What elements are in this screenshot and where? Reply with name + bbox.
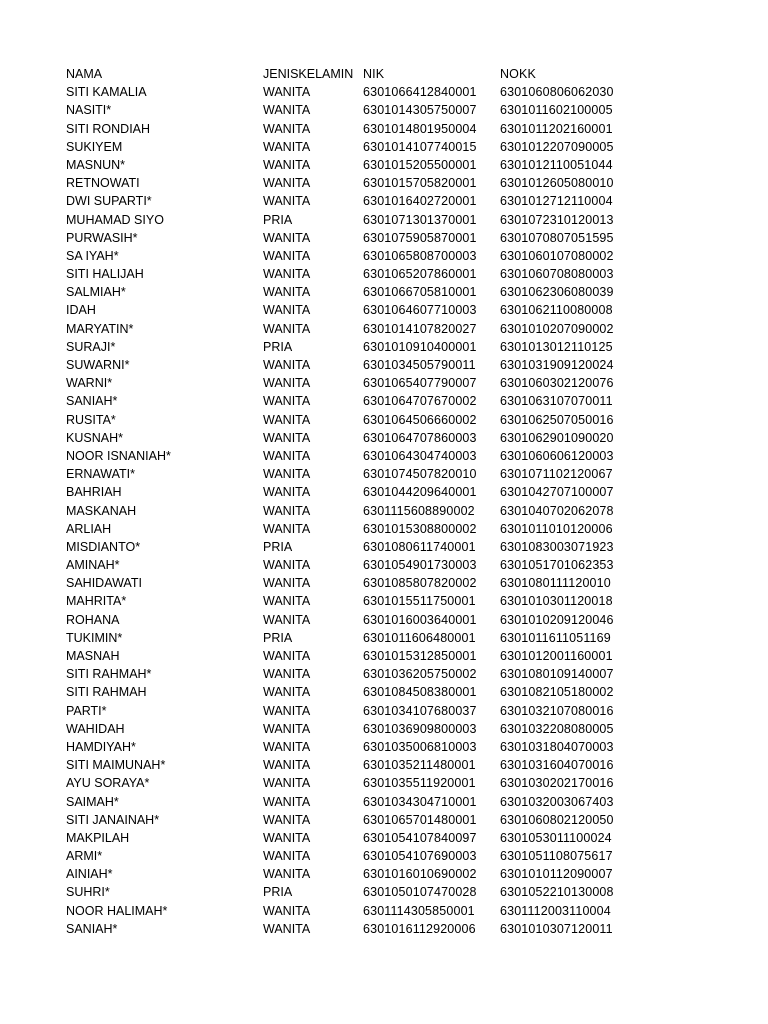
cell-nama: SITI RAHMAH*: [66, 667, 152, 682]
cell-nama: SITI HALIJAH: [66, 267, 144, 282]
cell-nama: SAHIDAWATI: [66, 576, 142, 591]
cell-jeniskelamin: WANITA: [263, 139, 311, 154]
table-body: [66, 83, 706, 938]
cell-nik: 6301015511750001: [363, 594, 476, 609]
cell-nama: WAHIDAH: [66, 721, 125, 736]
cell-nokk: 6301060606120003: [500, 448, 614, 463]
cell-jeniskelamin: PRIA: [263, 339, 293, 354]
cell-nik: 6301014107740015: [363, 139, 477, 154]
cell-nik: 6301114305850001: [363, 903, 475, 918]
cell-nama: HAMDIYAH*: [66, 739, 136, 754]
cell-nokk: 6301062306080039: [500, 285, 614, 300]
table-row: [66, 883, 706, 901]
table-row: [66, 574, 706, 592]
cell-nama: AMINAH*: [66, 558, 120, 573]
cell-nik: 6301016003640001: [363, 612, 477, 627]
cell-jeniskelamin: WANITA: [263, 85, 311, 100]
cell-nokk: 6301010207090002: [500, 321, 614, 336]
cell-jeniskelamin: WANITA: [263, 794, 311, 809]
cell-nama: AYU SORAYA*: [66, 776, 150, 791]
cell-nokk: 6301053011100024: [500, 830, 612, 845]
table-row: [66, 538, 706, 556]
table-row: [66, 902, 706, 920]
cell-nokk: 6301012207090005: [500, 139, 614, 154]
header-row: [66, 65, 706, 83]
cell-nokk: 6301072310120013: [500, 212, 614, 227]
cell-jeniskelamin: WANITA: [263, 685, 311, 700]
table-row: [66, 847, 706, 865]
cell-nik: 6301064707670002: [363, 394, 477, 409]
cell-nik: 6301035211480001: [363, 758, 476, 773]
cell-jeniskelamin: WANITA: [263, 594, 311, 609]
cell-nokk: 6301031604070016: [500, 758, 614, 773]
cell-nama: MASNUN*: [66, 157, 126, 172]
cell-jeniskelamin: WANITA: [263, 176, 311, 191]
table-row: [66, 374, 706, 392]
cell-nokk: 6301060708080003: [500, 267, 614, 282]
cell-nik: 6301075905870001: [363, 230, 477, 245]
table-row: [66, 283, 706, 301]
header-nokk: NOKK: [500, 67, 537, 81]
table-row: [66, 429, 706, 447]
cell-jeniskelamin: WANITA: [263, 612, 311, 627]
table-row: [66, 265, 706, 283]
cell-nik: 6301066705810001: [363, 285, 477, 300]
cell-nama: PURWASIH*: [66, 230, 138, 245]
cell-nik: 6301064607710003: [363, 303, 477, 318]
cell-nik: 6301054901730003: [363, 558, 477, 573]
cell-nama: ARLIAH: [66, 521, 112, 536]
cell-nik: 6301034505790011: [363, 358, 476, 372]
cell-nokk: 6301080109140007: [500, 667, 614, 682]
table-row: [66, 774, 706, 792]
table-row: [66, 392, 706, 410]
cell-nik: 6301034304710001: [363, 794, 477, 809]
cell-nik: 6301014107820027: [363, 321, 477, 336]
cell-nik: 6301015308800002: [363, 521, 477, 536]
cell-nama: MASKANAH: [66, 503, 137, 518]
cell-jeniskelamin: WANITA: [263, 776, 311, 791]
cell-nik: 6301015312850001: [363, 649, 477, 663]
cell-jeniskelamin: WANITA: [263, 812, 311, 827]
cell-nokk: 6301012712110004: [500, 194, 613, 209]
cell-nik: 6301065407790007: [363, 376, 477, 391]
cell-nik: 6301065207860001: [363, 267, 477, 282]
table-row: [66, 211, 706, 229]
table-row: [66, 465, 706, 483]
table-row: [66, 683, 706, 701]
table-row: [66, 174, 706, 192]
cell-nik: 6301085807820002: [363, 576, 477, 591]
cell-nokk: 6301062507050016: [500, 412, 614, 427]
cell-nama: ARMI*: [66, 849, 103, 864]
cell-nama: SUKIYEM: [66, 139, 123, 154]
cell-nik: 6301015705820001: [363, 176, 477, 191]
table-row: [66, 338, 706, 356]
cell-nokk: 6301012110051044: [500, 157, 613, 172]
table-row: [66, 301, 706, 319]
table-row: [66, 720, 706, 738]
cell-nama: SUHRI*: [66, 885, 110, 900]
cell-nik: 6301015205500001: [363, 157, 477, 172]
cell-jeniskelamin: WANITA: [263, 521, 311, 536]
cell-jeniskelamin: WANITA: [263, 267, 311, 282]
cell-nama: SITI MAIMUNAH*: [66, 758, 166, 773]
table-row: [66, 101, 706, 119]
cell-nama: WARNI*: [66, 376, 113, 391]
cell-nokk: 6301080111120010: [500, 576, 611, 591]
cell-nokk: 6301082105180002: [500, 685, 614, 700]
cell-nama: RUSITA*: [66, 412, 116, 427]
cell-nokk: 6301052210130008: [500, 885, 614, 900]
cell-nokk: 6301071102120067: [500, 467, 613, 482]
cell-jeniskelamin: WANITA: [263, 576, 311, 591]
cell-nik: 6301016402720001: [363, 194, 477, 209]
cell-jeniskelamin: WANITA: [263, 376, 311, 391]
cell-nik: 6301036909800003: [363, 721, 477, 736]
table-row: [66, 592, 706, 610]
cell-nama: SURAJI*: [66, 339, 116, 354]
cell-jeniskelamin: WANITA: [263, 194, 311, 209]
cell-nama: NOOR HALIMAH*: [66, 903, 168, 918]
table-row: [66, 502, 706, 520]
cell-nama: ROHANA: [66, 612, 120, 627]
cell-jeniskelamin: WANITA: [263, 303, 311, 318]
table-row: [66, 793, 706, 811]
cell-nama: MAKPILAH: [66, 830, 130, 845]
cell-nama: SUWARNI*: [66, 358, 130, 372]
table-row: [66, 483, 706, 501]
cell-nik: 6301010910400001: [363, 339, 477, 354]
table-row: [66, 556, 706, 574]
cell-nokk: 6301012605080010: [500, 176, 614, 191]
cell-jeniskelamin: WANITA: [263, 558, 311, 573]
table-row: [66, 520, 706, 538]
cell-nik: 6301064707860003: [363, 430, 477, 445]
header-nik: NIK: [363, 67, 385, 81]
cell-nama: SITI RONDIAH: [66, 121, 151, 136]
data-table: [66, 65, 706, 938]
cell-nokk: 6301083003071923: [500, 539, 614, 554]
cell-jeniskelamin: WANITA: [263, 739, 311, 754]
cell-nokk: 6301013012110125: [500, 339, 613, 354]
cell-nik: 6301014305750007: [363, 103, 477, 118]
cell-nokk: 6301011611051169: [500, 630, 611, 645]
cell-nokk: 6301040702062078: [500, 503, 614, 518]
table-row: [66, 320, 706, 338]
table-row: [66, 920, 706, 938]
cell-nama: MAHRITA*: [66, 594, 127, 609]
cell-jeniskelamin: WANITA: [263, 285, 311, 300]
cell-jeniskelamin: PRIA: [263, 539, 293, 554]
table-row: [66, 138, 706, 156]
cell-nama: IDAH: [66, 303, 96, 318]
cell-jeniskelamin: WANITA: [263, 103, 311, 118]
cell-nik: 6301035511920001: [363, 776, 476, 791]
cell-nama: SITI JANAINAH*: [66, 812, 160, 827]
table-row: [66, 83, 706, 101]
cell-nama: NASITI*: [66, 103, 112, 118]
cell-jeniskelamin: WANITA: [263, 448, 311, 463]
cell-jeniskelamin: WANITA: [263, 830, 311, 845]
cell-nama: SITI RAHMAH: [66, 685, 147, 700]
cell-nik: 6301065808700003: [363, 248, 477, 263]
cell-jeniskelamin: WANITA: [263, 667, 311, 682]
cell-nokk: 6301032107080016: [500, 703, 614, 718]
cell-jeniskelamin: WANITA: [263, 248, 311, 263]
table-row: [66, 702, 706, 720]
cell-jeniskelamin: WANITA: [263, 485, 311, 500]
cell-nama: MISDIANTO*: [66, 539, 141, 554]
cell-nik: 6301036205750002: [363, 667, 477, 682]
cell-nama: MUHAMAD SIYO: [66, 212, 164, 227]
cell-nokk: 6301060802120050: [500, 812, 614, 827]
cell-nik: 6301035006810003: [363, 739, 477, 754]
cell-nama: SALMIAH*: [66, 285, 126, 300]
cell-nik: 6301011606480001: [363, 630, 476, 645]
cell-jeniskelamin: WANITA: [263, 903, 311, 918]
cell-nama: BAHRIAH: [66, 485, 122, 500]
table-row: [66, 865, 706, 883]
cell-jeniskelamin: WANITA: [263, 430, 311, 445]
cell-jeniskelamin: WANITA: [263, 230, 311, 245]
cell-nama: KUSNAH*: [66, 430, 123, 445]
cell-jeniskelamin: PRIA: [263, 212, 293, 227]
cell-jeniskelamin: WANITA: [263, 394, 311, 409]
cell-nik: 6301044209640001: [363, 485, 477, 500]
cell-nokk: 6301060107080002: [500, 248, 614, 263]
cell-nokk: 6301063107070011: [500, 394, 613, 409]
table-row: [66, 756, 706, 774]
cell-jeniskelamin: WANITA: [263, 412, 311, 427]
cell-nik: 6301074507820010: [363, 467, 477, 482]
cell-nokk: 6301070807051595: [500, 230, 614, 245]
cell-nik: 6301034107680037: [363, 703, 477, 718]
cell-nama: SANIAH*: [66, 921, 118, 936]
table-row: [66, 611, 706, 629]
cell-nik: 6301050107470028: [363, 885, 477, 900]
cell-nokk: 6301051701062353: [500, 558, 614, 573]
cell-nama: SITI KAMALIA: [66, 85, 147, 100]
cell-jeniskelamin: WANITA: [263, 649, 311, 663]
cell-nik: 6301054107840097: [363, 830, 477, 845]
cell-nik: 6301016010690002: [363, 867, 477, 882]
table-row: [66, 647, 706, 665]
cell-jeniskelamin: WANITA: [263, 721, 311, 736]
table-row: [66, 229, 706, 247]
table-row: [66, 356, 706, 374]
header-nama: NAMA: [66, 67, 103, 81]
cell-nokk: 6301031804070003: [500, 739, 614, 754]
table-row: [66, 247, 706, 265]
table-row: [66, 811, 706, 829]
cell-nama: SANIAH*: [66, 394, 118, 409]
table-row: [66, 829, 706, 847]
cell-jeniskelamin: WANITA: [263, 849, 311, 864]
cell-nik: 6301054107690003: [363, 849, 477, 864]
table-row: [66, 738, 706, 756]
cell-nokk: 6301010112090007: [500, 867, 613, 882]
cell-jeniskelamin: PRIA: [263, 885, 293, 900]
cell-nokk: 6301010301120018: [500, 594, 613, 609]
cell-nokk: 6301062110080008: [500, 303, 613, 318]
cell-nik: 6301071301370001: [363, 212, 477, 227]
cell-nik: 6301065701480001: [363, 812, 477, 827]
cell-nama: SA IYAH*: [66, 248, 119, 263]
cell-jeniskelamin: WANITA: [263, 157, 311, 172]
cell-nama: NOOR ISNANIAH*: [66, 448, 171, 463]
cell-jeniskelamin: WANITA: [263, 503, 311, 518]
cell-jeniskelamin: WANITA: [263, 467, 311, 482]
cell-jeniskelamin: PRIA: [263, 630, 293, 645]
cell-nik: 6301080611740001: [363, 539, 476, 554]
table-row: [66, 447, 706, 465]
cell-nama: TUKIMIN*: [66, 630, 123, 645]
header-jeniskelamin: JENISKELAMIN: [263, 67, 354, 81]
cell-nokk: 6301030202170016: [500, 776, 614, 791]
cell-nik: 6301064304740003: [363, 448, 477, 463]
cell-nama: PARTI*: [66, 703, 107, 718]
cell-jeniskelamin: WANITA: [263, 758, 311, 773]
cell-nokk: 6301031909120024: [500, 358, 614, 372]
cell-nokk: 6301042707100007: [500, 485, 614, 500]
cell-nokk: 6301032208080005: [500, 721, 614, 736]
cell-nokk: 6301060302120076: [500, 376, 614, 391]
cell-nik: 6301016112920006: [363, 921, 476, 936]
cell-nik: 6301115608890002: [363, 503, 475, 518]
cell-nokk: 6301011602100005: [500, 103, 613, 118]
cell-nokk: 6301060806062030: [500, 85, 614, 100]
cell-nokk: 6301112003110004: [500, 903, 611, 918]
cell-jeniskelamin: WANITA: [263, 867, 311, 882]
cell-nik: 6301084508380001: [363, 685, 477, 700]
cell-nokk: 6301062901090020: [500, 430, 614, 445]
table-row: [66, 156, 706, 174]
cell-nokk: 6301012001160001: [500, 649, 613, 663]
cell-nama: RETNOWATI: [66, 176, 140, 191]
cell-nama: AINIAH*: [66, 867, 113, 882]
cell-nokk: 6301051108075617: [500, 849, 613, 864]
cell-nama: SAIMAH*: [66, 794, 119, 809]
cell-nik: 6301064506660002: [363, 412, 477, 427]
table-row: [66, 665, 706, 683]
cell-nama: MASNAH: [66, 649, 120, 663]
cell-nik: 6301014801950004: [363, 121, 477, 136]
cell-jeniskelamin: WANITA: [263, 358, 311, 372]
cell-nokk: 6301011202160001: [500, 121, 613, 136]
cell-nama: DWI SUPARTI*: [66, 194, 152, 209]
cell-nik: 6301066412840001: [363, 85, 477, 100]
cell-jeniskelamin: WANITA: [263, 321, 311, 336]
cell-nokk: 6301010209120046: [500, 612, 614, 627]
cell-nama: MARYATIN*: [66, 321, 134, 336]
cell-nama: ERNAWATI*: [66, 467, 135, 482]
cell-nokk: 6301011010120006: [500, 521, 613, 536]
table-row: [66, 192, 706, 210]
cell-jeniskelamin: WANITA: [263, 703, 311, 718]
cell-jeniskelamin: WANITA: [263, 121, 311, 136]
cell-nokk: 6301032003067403: [500, 794, 614, 809]
cell-nokk: 6301010307120011: [500, 921, 613, 936]
table-row: [66, 120, 706, 138]
cell-jeniskelamin: WANITA: [263, 921, 311, 936]
table-row: [66, 629, 706, 647]
table-row: [66, 411, 706, 429]
